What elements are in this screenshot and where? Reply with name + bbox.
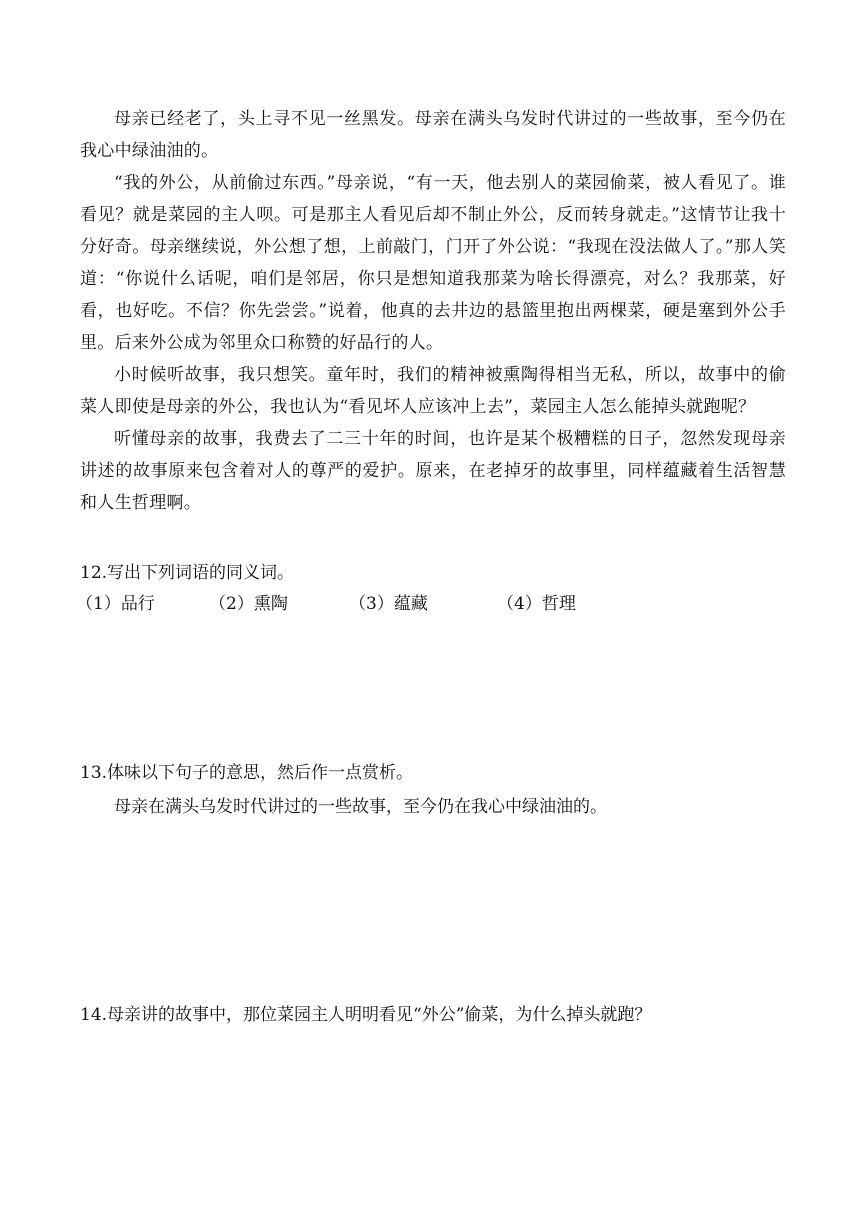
- question-12-option-3: （3）蕴藏: [349, 594, 428, 614]
- passage-paragraph-1: 母亲已经老了，头上寻不见一丝黑发。母亲在满头乌发时代讲过的一些故事，至今仍在我心中绿油油的。: [80, 109, 786, 161]
- passage-paragraph-2: “我的外公，从前偷过东西。”母亲说，“有一天，他去别人的菜园偷菜，被人看见了。谁看见？就是菜园的主人呗。可是那主人看见后却不制止外公，反而转身就走。”这情节让我十分好奇。母亲继续说，外公想了想，上前敲门，门开了外公说：“我现在没法做人了。”那人笑道：“你说什么话呢，咱们是邻居，你只是想知道我那菜为啥长得漂亮，对么？我那菜，好看，也好吃。不信？你先尝尝。”说着，他真的去井边的悬篮里抱出两棵菜，硬是塞到外公手里。后来外公成为邻里众口称赞的好品行的人。: [80, 173, 786, 353]
- question-12-option-1: （1）品行: [76, 594, 155, 614]
- question-12-prompt: 12.写出下列词语的同义词。: [80, 563, 295, 583]
- question-12-option-2: （2）熏陶: [209, 594, 288, 614]
- question-12-options: [76, 588, 776, 620]
- reading-passage: [80, 103, 786, 519]
- question-13-quoted-sentence: 母亲在满头乌发时代讲过的一些故事，至今仍在我心中绿油油的。: [114, 797, 607, 817]
- question-12-option-4: （4）哲理: [497, 594, 576, 614]
- passage-paragraph-4: 听懂母亲的故事，我费去了二三十年的时间，也许是某个极糟糕的日子，忽然发现母亲讲述的故事原来包含着对人的尊严的爱护。原来，在老掉牙的故事里，同样蕴藏着生活智慧和人生哲理啊。: [80, 429, 786, 513]
- question-14-prompt: 14.母亲讲的故事中，那位菜园主人明明看见“外公”偷菜，为什么掉头就跑？: [80, 1005, 652, 1025]
- passage-paragraph-3: 小时候听故事，我只想笑。童年时，我们的精神被熏陶得相当无私，所以，故事中的偷菜人即使是母亲的外公，我也认为“看见坏人应该冲上去”，菜园主人怎么能掉头就跑呢？: [80, 365, 786, 417]
- question-13-prompt: 13.体味以下句子的意思，然后作一点赏析。: [80, 763, 414, 783]
